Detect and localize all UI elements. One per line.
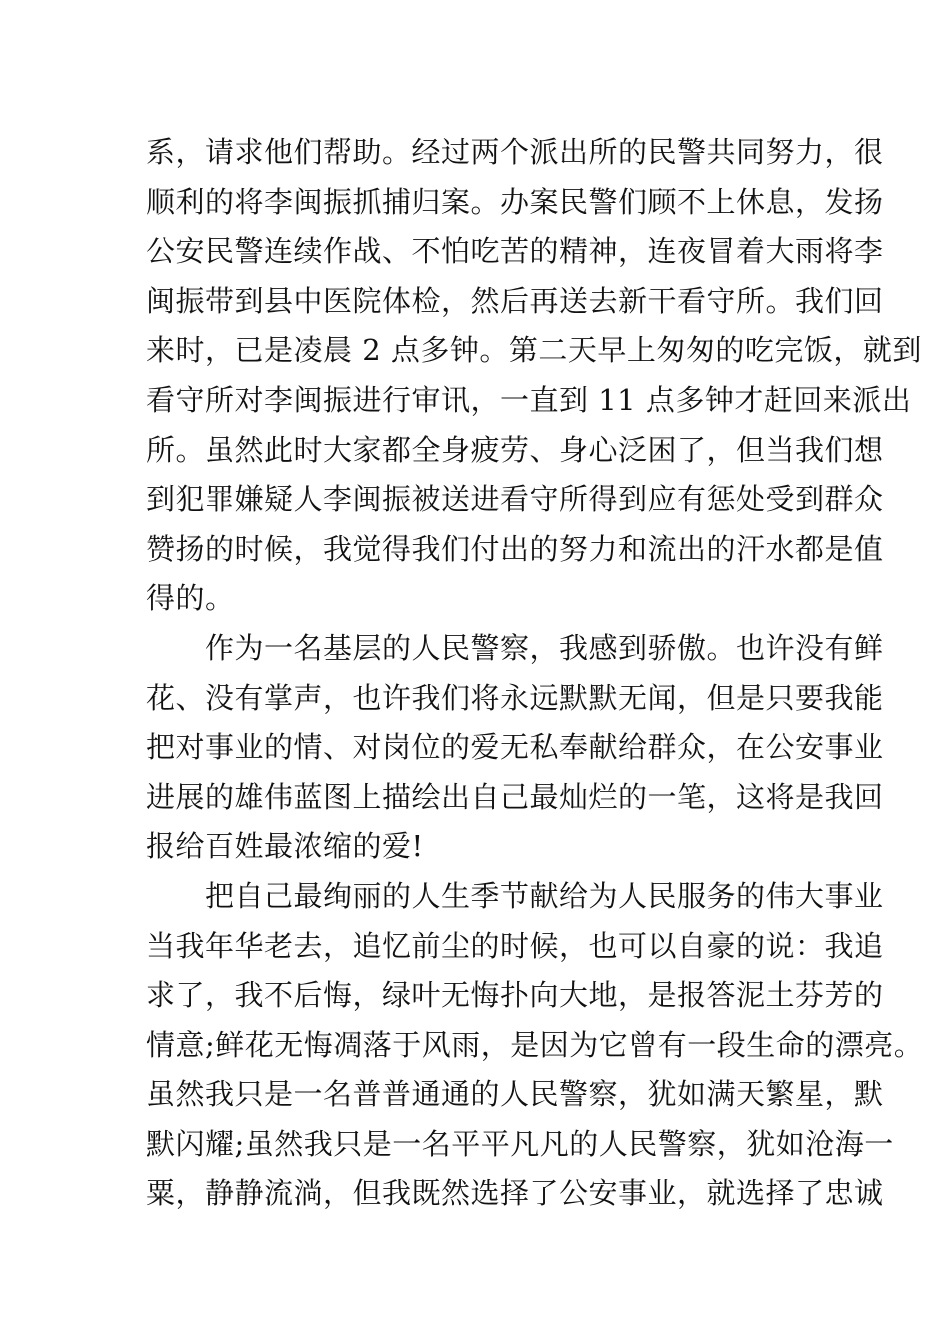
body-text <box>146 128 924 1219</box>
text-line: 到犯罪嫌疑人李闽振被送进看守所得到应有惩处受到群众 <box>146 482 884 517</box>
text-line: 闽振带到县中医院体检，然后再送去新干看守所。我们回 <box>146 283 884 318</box>
text-line: 作为一名基层的人民警察，我感到骄傲。也许没有鲜 <box>146 630 884 665</box>
text-line: 把自己最绚丽的人生季节献给为人民服务的伟大事业 <box>146 878 884 913</box>
text-line: 虽然我只是一名普普通通的人民警察，犹如满天繁星，默 <box>146 1077 884 1112</box>
text-line: 赞扬的时候，我觉得我们付出的努力和流出的汗水都是值 <box>146 531 884 566</box>
text-line: 得的。 <box>146 581 235 616</box>
text-line: 顺利的将李闽振抓捕归案。办案民警们顾不上休息，发扬 <box>146 184 884 219</box>
text-line: 把对事业的情、对岗位的爱无私奉献给群众，在公安事业 <box>146 730 884 765</box>
text-line: 情意;鲜花无悔凋落于风雨，是因为它曾有一段生命的漂亮。 <box>146 1027 924 1062</box>
text-line: 来时，已是凌晨 2 点多钟。第二天早上匆匆的吃完饭，就到 <box>146 333 922 368</box>
text-line: 报给百姓最浓缩的爱! <box>146 829 424 864</box>
text-line: 粟，静静流淌，但我既然选择了公安事业，就选择了忠诚 <box>146 1176 884 1211</box>
text-line: 求了，我不后悔，绿叶无悔扑向大地，是报答泥土芬芳的 <box>146 978 884 1013</box>
text-line: 看守所对李闽振进行审讯，一直到 11 点多钟才赶回来派出 <box>146 382 912 417</box>
text-line: 所。虽然此时大家都全身疲劳、身心泛困了，但当我们想 <box>146 432 884 467</box>
text-line: 进展的雄伟蓝图上描绘出自己最灿烂的一笔，这将是我回 <box>146 779 884 814</box>
text-line: 默闪耀;虽然我只是一名平平凡凡的人民警察，犹如沧海一 <box>146 1126 894 1161</box>
text-line: 公安民警连续作战、不怕吃苦的精神，连夜冒着大雨将李 <box>146 234 884 269</box>
text-line: 当我年华老去，追忆前尘的时候，也可以自豪的说：我追 <box>146 928 884 963</box>
text-line: 系，请求他们帮助。经过两个派出所的民警共同努力，很 <box>146 135 884 169</box>
text-line: 花、没有掌声，也许我们将永远默默无闻，但是只要我能 <box>146 680 884 715</box>
